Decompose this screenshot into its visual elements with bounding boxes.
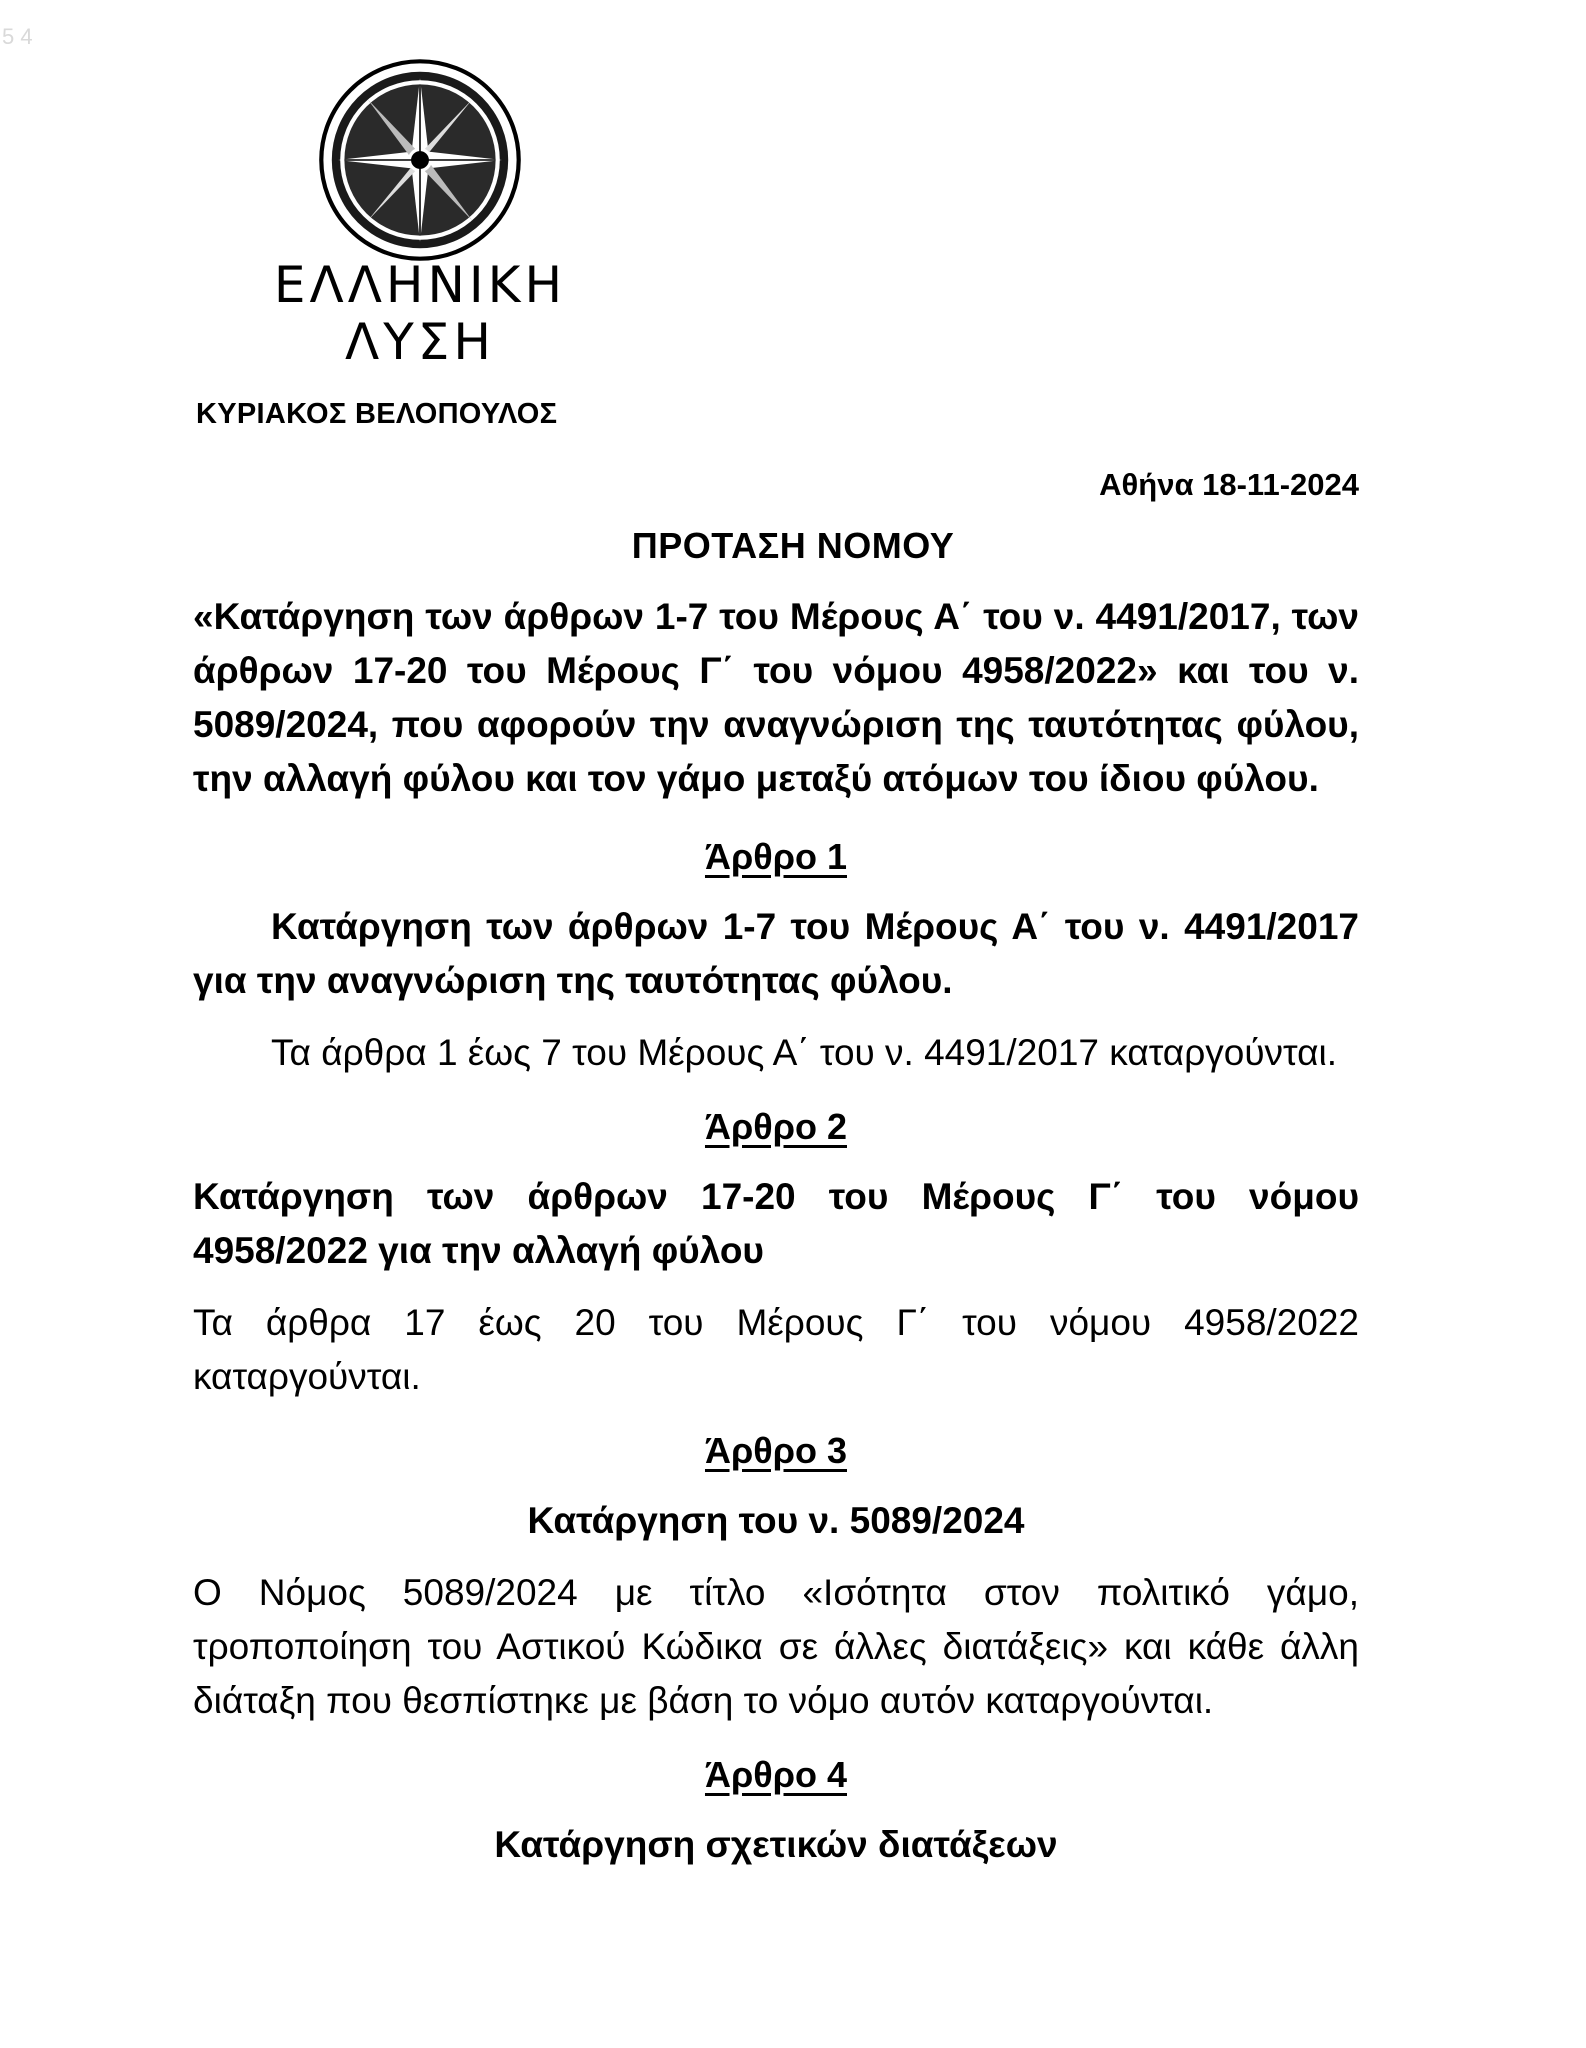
article-subtitle: Κατάργηση του ν. 5089/2024 [527, 1500, 1025, 1541]
article-heading: Άρθρο 1 [704, 836, 847, 877]
document-date: Αθήνα 18-11-2024 [1099, 467, 1359, 502]
article-heading: Άρθρο 3 [704, 1430, 847, 1471]
article-subtitle: Κατάργηση των άρθρων 17-20 του Μέρους Γ΄ του νόμου 4958/2022 για την αλλαγή φύλου [193, 1176, 1359, 1271]
article-body: Ο Νόμος 5089/2024 με τίτλο «Ισότητα στον πολιτικό γάμο, τροποποίηση του Αστικού Κώδικα σε άλλες διατάξεις» και κάθε άλλη διάταξη που θεσπίστηκε με βάση το νόμο αυτόν καταργούνται. [193, 1572, 1359, 1721]
article-subtitle: Κατάργηση των άρθρων 1-7 του Μέρους Α΄ του ν. 4491/2017 για την αναγνώριση της ταυτότητας φύλου. [193, 906, 1359, 1001]
scan-mark: 5 4 [2, 24, 33, 49]
bill-intro: «Κατάργηση των άρθρων 1-7 του Μέρους Α΄ του ν. 4491/2017, των άρθρων 17-20 του Μέρους Γ΄ του νόμου 4958/2022» και του ν. 5089/2024, που αφορούν την αναγνώριση της ταυτότητας φύλου, την αλλαγή φύλου και τον γάμο μεταξύ ατόμων του ίδιου φύλου. [193, 596, 1359, 799]
logo-wordmark-line1: ΕΛΛΗΝΙΚΗ [273, 256, 567, 314]
article-subtitle: Κατάργηση σχετικών διατάξεων [494, 1824, 1058, 1865]
compass-rose-icon [315, 55, 525, 265]
article-heading: Άρθρο 4 [704, 1754, 847, 1795]
document-body [193, 590, 1359, 1890]
article-body: Τα άρθρα 17 έως 20 του Μέρους Γ΄ του νόμου 4958/2022 καταργούνται. [193, 1302, 1359, 1397]
article-heading: Άρθρο 2 [704, 1106, 847, 1147]
logo-wordmark-line2: ΛΥΣΗ [345, 313, 495, 371]
article-body: Τα άρθρα 1 έως 7 του Μέρους Α΄ του ν. 4491/2017 καταργούνται. [271, 1032, 1338, 1073]
document-title: ΠΡΟΤΑΣΗ ΝΟΜΟΥ [631, 525, 955, 566]
author-name: ΚΥΡΙΑΚΟΣ ΒΕΛΟΠΟΥΛΟΣ [196, 398, 558, 430]
